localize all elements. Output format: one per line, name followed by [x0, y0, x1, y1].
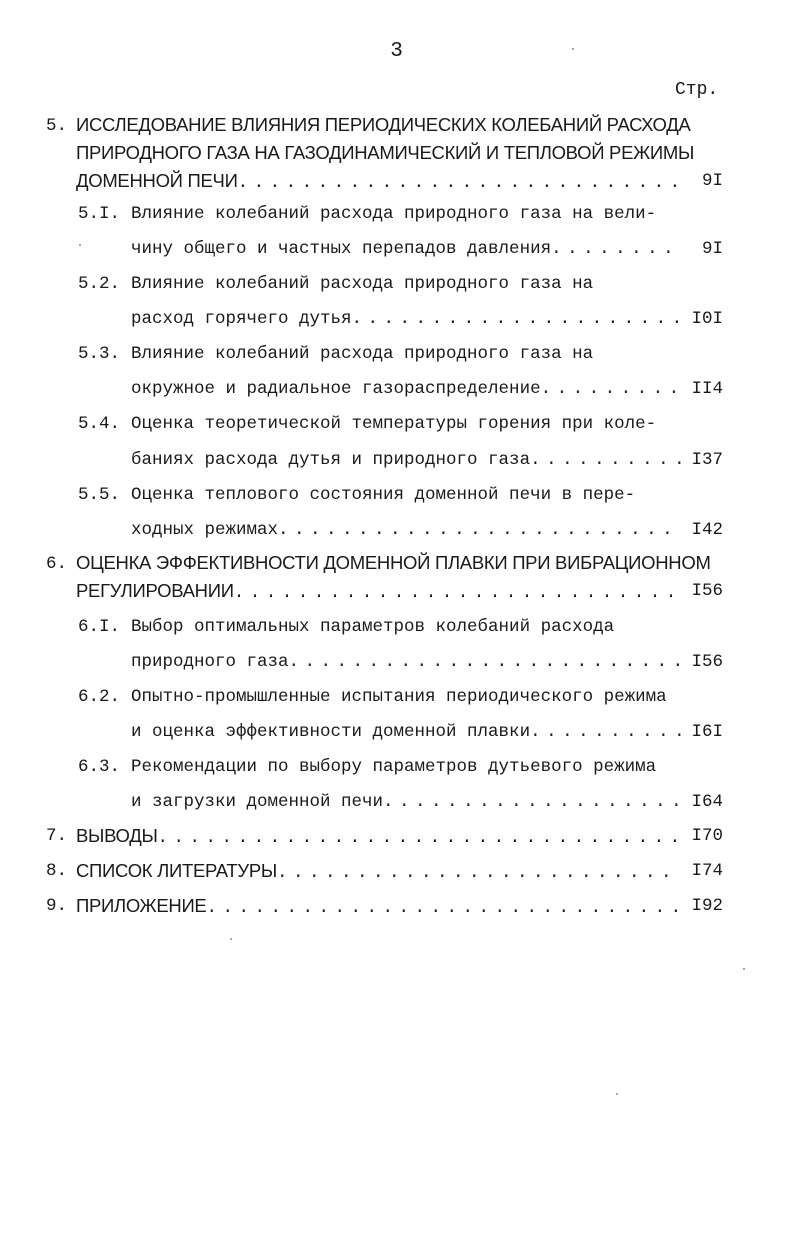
- toc-entry-page: I92: [691, 896, 723, 916]
- toc-entry-leader: [131, 450, 681, 470]
- toc-entry-number: 5.2.: [78, 274, 121, 294]
- toc-entry-page: 9I: [701, 239, 723, 259]
- toc-entry-number: 5.3.: [78, 344, 121, 364]
- toc-entry-page: I56: [691, 652, 723, 672]
- toc-entry-leader: [131, 792, 681, 812]
- toc-entry-title-line: окружное и радиальное газораспределение: [131, 379, 541, 399]
- dot-leader: [158, 828, 681, 848]
- page-number: 3: [390, 40, 403, 63]
- toc-entry-title-line: ходных режимах: [131, 520, 279, 540]
- toc-entry-number: 6.2.: [78, 687, 121, 707]
- toc-entry-number: 6.I.: [78, 617, 121, 637]
- toc-entry-number: 8.: [46, 861, 68, 881]
- scan-speck: [572, 48, 574, 50]
- toc-entry-leader: [76, 581, 681, 603]
- toc-entry-title-line: Влияние колебаний расхода природного газа на вели-: [131, 204, 657, 224]
- toc-entry-title-line: и загрузки доменной печи: [131, 792, 384, 812]
- toc-entry-title-line: СПИСОК ЛИТЕРАТУРЫ: [76, 860, 277, 881]
- toc-entry-number: 5.5.: [78, 485, 121, 505]
- scan-speck: [743, 968, 745, 970]
- toc-entry-page: I64: [691, 792, 723, 812]
- dot-leader: [278, 520, 681, 540]
- dot-leader: [551, 239, 681, 259]
- toc-entry-title-line: баниях расхода дутья и природного газа: [131, 450, 531, 470]
- page-column-header: Стр.: [675, 80, 719, 100]
- toc-entry-title-line: Опытно-промышленные испытания периодического режима: [131, 687, 667, 707]
- toc-entry-title-line: ПРИЛОЖЕНИЕ: [76, 895, 207, 916]
- toc-entry-title-line: Рекомендации по выбору параметров дутьевого режима: [131, 757, 657, 777]
- toc-entry-leader: [131, 520, 681, 540]
- toc-entry-page: 9I: [701, 171, 723, 191]
- toc-entry-page: I6I: [691, 722, 723, 742]
- scan-speck: [616, 1093, 618, 1095]
- toc-entry-number: 6.: [46, 554, 68, 574]
- toc-entry-title-line: чину общего и частных перепадов давления: [131, 239, 552, 259]
- toc-entry-leader: [76, 826, 681, 848]
- toc-entry-page: II4: [691, 379, 723, 399]
- toc-entry-leader: [131, 239, 681, 259]
- scan-speck: [230, 938, 232, 940]
- toc-entry-page: I56: [691, 581, 723, 601]
- toc-entry-number: 7.: [46, 826, 68, 846]
- toc-entry-page: I37: [691, 450, 723, 470]
- toc-entry-title-line: ОЦЕНКА ЭФФЕКТИВНОСТИ ДОМЕННОЙ ПЛАВКИ ПРИ ВИБРАЦИОННОМ: [76, 552, 711, 573]
- toc-entry-leader: [76, 171, 681, 193]
- dot-leader: [238, 173, 681, 193]
- dot-leader: [383, 792, 681, 812]
- toc-entry-title-line: Влияние колебаний расхода природного газа на: [131, 274, 594, 294]
- toc-entry-title-line: природного газа: [131, 652, 289, 672]
- toc-entry-title-line: и оценка эффективности доменной плавки: [131, 722, 531, 742]
- toc-entry-title-line: ИССЛЕДОВАНИЕ ВЛИЯНИЯ ПЕРИОДИЧЕСКИХ КОЛЕБАНИЙ РАСХОДА: [76, 114, 691, 135]
- toc-entry-title-line: ДОМЕННОЙ ПЕЧИ: [76, 170, 238, 191]
- toc-entry-leader: [131, 652, 681, 672]
- toc-entry-title-line: РЕГУЛИРОВАНИИ: [76, 580, 234, 601]
- toc-entry-number: 9.: [46, 896, 68, 916]
- toc-entry-number: 5.I.: [78, 204, 121, 224]
- toc-entry-leader: [76, 896, 681, 918]
- toc-entry-title-line: Выбор оптимальных параметров колебаний расхода: [131, 617, 615, 637]
- toc-entry-title-line: Влияние колебаний расхода природного газа на: [131, 344, 594, 364]
- dot-leader: [530, 722, 681, 742]
- scan-speck: [79, 244, 81, 246]
- toc-entry-title-line: Оценка теплового состояния доменной печи в пере-: [131, 485, 636, 505]
- toc-entry-page: I74: [691, 861, 723, 881]
- toc-entry-leader: [131, 722, 681, 742]
- toc-entry-title-line: расход горячего дутья: [131, 309, 352, 329]
- toc-entry-page: I42: [691, 520, 723, 540]
- toc-entry-leader: [131, 309, 681, 329]
- dot-leader: [352, 309, 681, 329]
- toc-entry-title-line: ПРИРОДНОГО ГАЗА НА ГАЗОДИНАМИЧЕСКИЙ И ТЕПЛОВОЙ РЕЖИМЫ: [76, 142, 695, 163]
- toc-entry-number: 5.: [46, 116, 68, 136]
- dot-leader: [277, 863, 681, 883]
- toc-entry-title-line: ВЫВОДЫ: [76, 825, 158, 846]
- dot-leader: [541, 379, 681, 399]
- toc-entry-page: I70: [691, 826, 723, 846]
- toc-entry-title-line: Оценка теоретической температуры горения при коле-: [131, 414, 657, 434]
- toc-entry-leader: [76, 861, 681, 883]
- toc-entry-number: 6.3.: [78, 757, 121, 777]
- dot-leader: [530, 450, 681, 470]
- dot-leader: [206, 898, 681, 918]
- toc-entry-leader: [131, 379, 681, 399]
- dot-leader: [234, 583, 681, 603]
- dot-leader: [289, 652, 681, 672]
- toc-entry-number: 5.4.: [78, 414, 121, 434]
- toc-entry-page: I0I: [691, 309, 723, 329]
